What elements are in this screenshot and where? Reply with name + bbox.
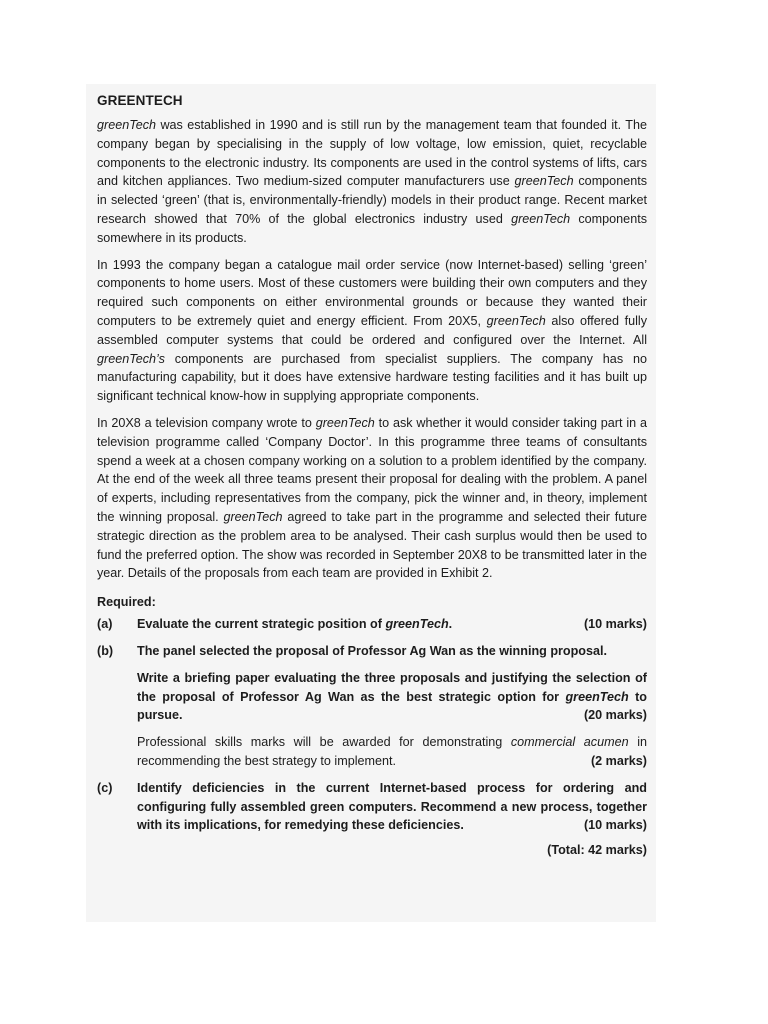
brand-name: greenTech [514,174,574,189]
question-label: (a) [97,617,113,632]
page-title: GREENTECH [97,93,183,108]
brand-name: greenTech [486,313,546,328]
marks: (20 marks) [583,708,647,723]
question-text: Identify deficiencies in the current Internet-based process for ordering and configuring fully assembled green computers. Recommend a new process, together with its implications, for remedying these deficiencies. (10 marks) [137,779,647,835]
brand-name: greenTech [511,211,571,226]
brand-name: greenTech’s [97,351,165,366]
required-heading: Required: [97,595,156,610]
question-text: Evaluate the current strategic position of greenTech. [137,617,453,632]
question-b [97,642,647,771]
paragraph-2: In 1993 the company began a catalogue mail order service (now Internet-based) selling ‘green’ components to home users. Most of these customers were building their own computers and they required such components on either environmental grounds or because they wanted their computers to be extremely quiet and energy efficient. From 20X5, greenTech also offered fully assembled computer systems that could be ordered and configured over the Internet. All greenTech’s components are purchased from specialist suppliers. The company has no manufacturing capability, but it does have extensive hardware testing facilities and it has built up significant technical know-how in supplying appropriate components. [97,257,647,404]
brand-name: greenTech [223,509,283,524]
marks: (10 marks) [583,818,647,833]
marks: (2 marks) [590,753,647,768]
question-subtext: Write a briefing paper evaluating the three proposals and justifying the selection of the proposal of Professor Ag Wan as the best strategic option for greenTech to pursue. (20 marks) [137,669,647,725]
question-a [97,615,647,634]
professional-skills-note: Professional skills marks will be awarded for demonstrating commercial acumen in recommending the best strategy to implement. (2 marks) [137,733,647,771]
document-content [97,93,647,857]
question-label: (c) [97,780,113,795]
question-c [97,779,647,835]
question-text: The panel selected the proposal of Professor Ag Wan as the winning proposal. [137,643,608,658]
question-label: (b) [97,643,114,658]
marks: (10 marks) [583,617,647,632]
paragraph-1: greenTech was established in 1990 and is still run by the management team that founded it. The company began by specialising in the supply of low voltage, low emission, quiet, recyclable components to the electronic industry. Its components are used in the control systems of lifts, cars and kitchen appliances. Two medium-sized computer manufacturers use greenTech components in selected ‘green’ (that is, environmentally-friendly) models in their product range. Recent market research showed that 70% of the global electronics industry used greenTech components somewhere in its products. [97,118,647,245]
paragraph-3: In 20X8 a television company wrote to greenTech to ask whether it would consider taking part in a television programme called ‘Company Doctor’. In this programme three teams of consultants spend a week at a chosen company working on a solution to a problem identified by the company. At the end of the week all three teams present their proposal for dealing with the problem. A panel of experts, including representatives from the company, pick the winner and, in theory, implement the winning proposal. greenTech agreed to take part in the programme and selected their future strategic direction as the problem area to be analysed. Their cash surplus would then be used to fund the preferred option. The show was recorded in September 20X8 to be transmitted later in the year. Details of the proposals from each team are provided in Exhibit 2. [97,415,647,581]
total-marks: (Total: 42 marks) [547,843,647,858]
brand-name: greenTech [97,118,157,132]
brand-name: greenTech [315,415,375,430]
